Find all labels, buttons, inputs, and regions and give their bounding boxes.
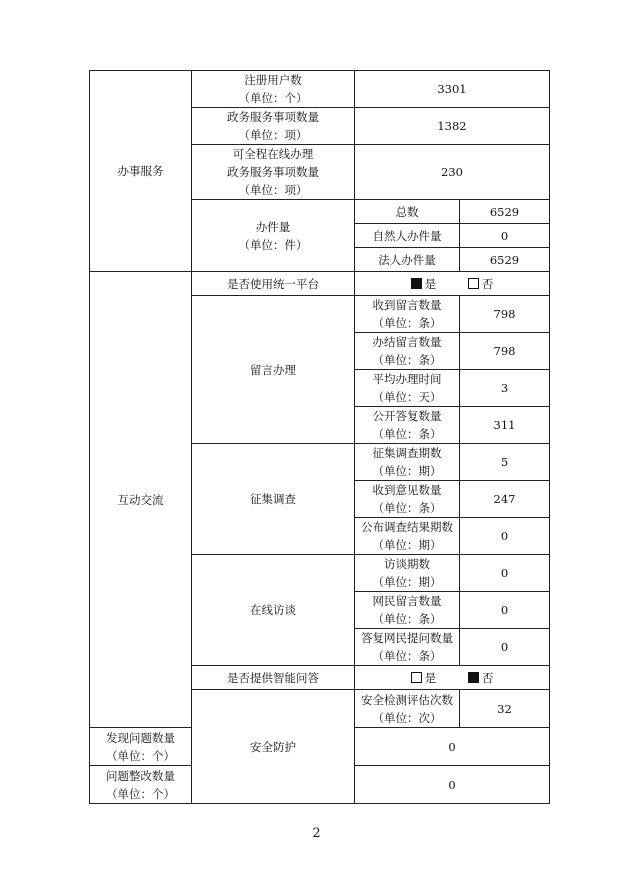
- interview-messages-label: 网民留言数量 （单位：条）: [355, 592, 460, 629]
- messages-public-value: 311: [460, 407, 550, 444]
- issues-found-value: 0: [355, 728, 550, 766]
- unchecked-box-icon: [411, 672, 422, 683]
- platform-options: [355, 272, 550, 296]
- checked-box-icon: [411, 278, 422, 289]
- service-items-value: 1382: [355, 108, 550, 145]
- registered-users-label: 注册用户数 （单位：个）: [192, 71, 355, 108]
- section-service: 办事服务: [90, 71, 192, 272]
- section-security: 安全防护: [192, 690, 355, 804]
- volume-natural-value: 0: [460, 224, 550, 248]
- issues-found-label: 发现问题数量 （单位：个）: [90, 728, 192, 766]
- messages-received-label: 收到留言数量 （单位：条）: [355, 296, 460, 333]
- volume-total-value: 6529: [460, 200, 550, 224]
- interview-group: 在线访谈: [192, 555, 355, 666]
- survey-results-value: 0: [460, 518, 550, 555]
- survey-group: 征集调查: [192, 444, 355, 555]
- assessments-label: 安全检测评估次数 （单位：次）: [355, 690, 460, 728]
- interview-messages-value: 0: [460, 592, 550, 629]
- survey-periods-label: 征集调查期数 （单位：期）: [355, 444, 460, 481]
- statistics-table: [89, 70, 550, 804]
- volume-natural-label: 自然人办件量: [355, 224, 460, 248]
- survey-opinions-label: 收到意见数量 （单位：条）: [355, 481, 460, 518]
- smart-qa-options: [355, 666, 550, 690]
- page-number: 2: [312, 826, 321, 841]
- messages-public-label: 公开答复数量 （单位：条）: [355, 407, 460, 444]
- survey-results-label: 公布调查结果期数 （单位：期）: [355, 518, 460, 555]
- smart-qa-yes-option: 是: [411, 669, 437, 687]
- smart-qa-no-option: 否: [468, 669, 494, 687]
- messages-resolved-label: 办结留言数量 （单位：条）: [355, 333, 460, 370]
- volume-total-label: 总数: [355, 200, 460, 224]
- interview-answers-label: 答复网民提问数量 （单位：条）: [355, 629, 460, 666]
- volume-label: 办件量 （单位：件）: [192, 200, 355, 272]
- checked-box-icon: [468, 672, 479, 683]
- issues-fixed-value: 0: [355, 766, 550, 804]
- volume-legal-value: 6529: [460, 248, 550, 272]
- online-items-label: 可全程在线办理 政务服务事项数量 （单位：项）: [192, 145, 355, 200]
- service-items-label: 政务服务事项数量 （单位：项）: [192, 108, 355, 145]
- platform-label: 是否使用统一平台: [192, 272, 355, 296]
- messages-avgtime-value: 3: [460, 370, 550, 407]
- interview-periods-label: 访谈期数 （单位：期）: [355, 555, 460, 592]
- assessments-value: 32: [460, 690, 550, 728]
- survey-periods-value: 5: [460, 444, 550, 481]
- volume-legal-label: 法人办件量: [355, 248, 460, 272]
- unchecked-box-icon: [468, 278, 479, 289]
- messages-received-value: 798: [460, 296, 550, 333]
- issues-fixed-label: 问题整改数量 （单位：个）: [90, 766, 192, 804]
- platform-yes-option: 是: [411, 275, 437, 293]
- platform-no-option: 否: [468, 275, 494, 293]
- survey-opinions-value: 247: [460, 481, 550, 518]
- smart-qa-label: 是否提供智能问答: [192, 666, 355, 690]
- messages-group: 留言办理: [192, 296, 355, 444]
- interview-periods-value: 0: [460, 555, 550, 592]
- section-interaction: 互动交流: [90, 272, 192, 728]
- interview-answers-value: 0: [460, 629, 550, 666]
- messages-resolved-value: 798: [460, 333, 550, 370]
- messages-avgtime-label: 平均办理时间 （单位：天）: [355, 370, 460, 407]
- registered-users-value: 3301: [355, 71, 550, 108]
- online-items-value: 230: [355, 145, 550, 200]
